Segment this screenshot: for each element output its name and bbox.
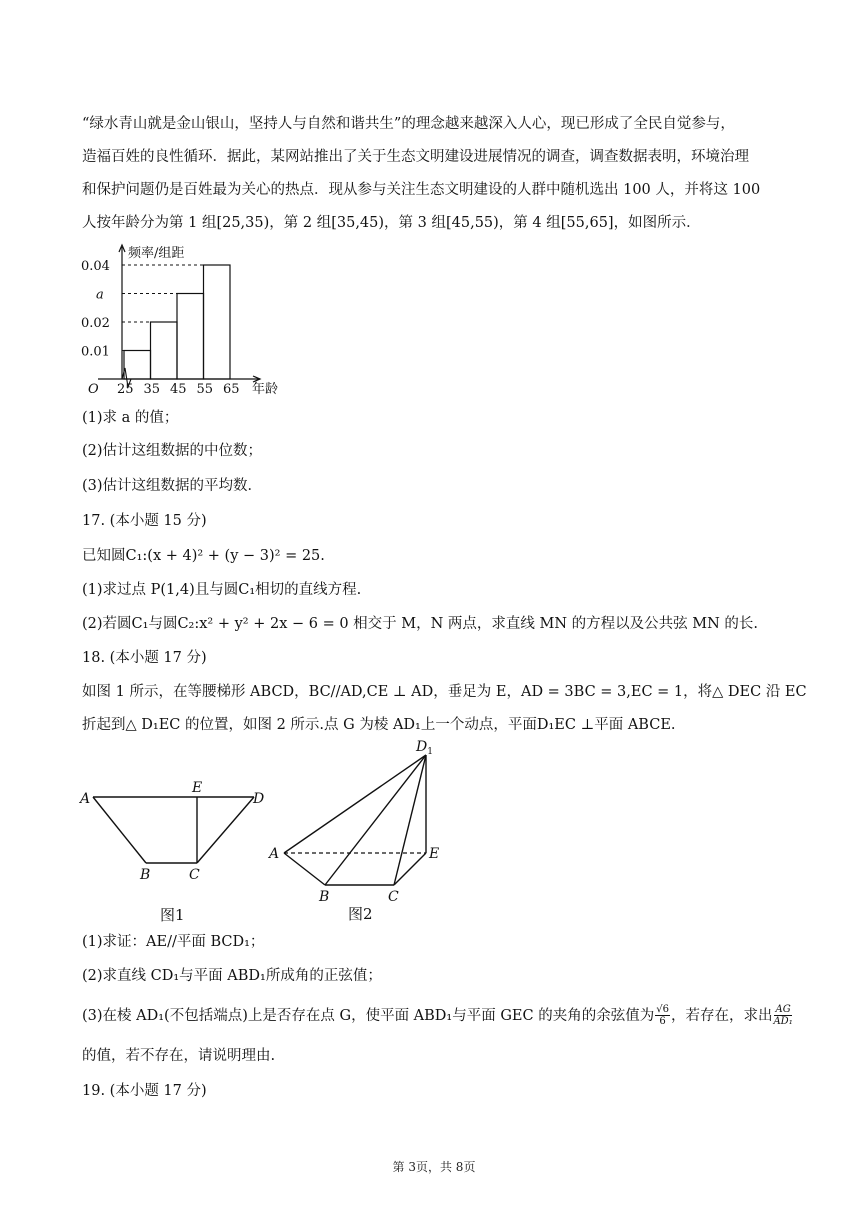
page-number: 第 3页，共 8页 <box>392 1160 476 1174</box>
figure-2-caption: 图2 <box>348 905 373 923</box>
x-axis-title: 年龄 <box>252 382 279 397</box>
q17-part-1: (1)求过点 P(1,4)且与圆C₁相切的直线方程. <box>82 582 362 598</box>
q17-part-2: (2)若圆C₁与圆C₂:x² + y² + 2x − 6 = 0 相交于 M，N 两点，求直线 MN 的方程以及公共弦 MN 的长. <box>82 616 759 632</box>
y-tick-label: a <box>96 287 104 303</box>
x-tick-label: 35 <box>143 382 161 397</box>
histogram-bar <box>124 351 151 380</box>
intro-line-3: 和保护问题仍是百姓最为关心的热点．现从参与关注生态文明建设的人群中随机选出 100 人，并将这 100 <box>82 182 761 198</box>
label-d1: $D_1$ <box>416 739 433 757</box>
histogram-bar <box>151 322 178 379</box>
label-c: C <box>189 867 200 883</box>
label-e: E <box>192 780 203 796</box>
label-c: C <box>388 889 399 905</box>
fraction-denominator: 6 <box>659 1016 666 1027</box>
origin-label: O <box>88 382 99 397</box>
q16-part-1: (1)求 a 的值； <box>82 410 179 426</box>
fraction-numerator: √6 <box>656 1004 669 1015</box>
edge-b-d1 <box>325 755 426 885</box>
x-tick-label: 65 <box>223 382 240 397</box>
q16-part-3: (3)估计这组数据的平均数． <box>82 478 263 494</box>
y-tick-label: 0.04 <box>81 259 110 274</box>
histogram-chart <box>78 243 298 403</box>
y-tick-label: 0.01 <box>81 344 110 360</box>
y-tick-label: 0.02 <box>81 316 110 331</box>
label-d: D <box>253 791 265 807</box>
y-axis-title: 频率/组距 <box>128 246 185 261</box>
figure-1-trapezoid <box>76 775 276 925</box>
fraction-numerator: AG <box>775 1004 791 1015</box>
label-a: A <box>269 846 280 862</box>
edge-cd <box>197 797 254 863</box>
q18-part-3-cont: 的值，若不存在，请说明理由. <box>82 1048 276 1064</box>
q18-header: 18. (本小题 17 分) <box>82 650 207 666</box>
q17-header: 17. (本小题 15 分) <box>82 513 207 529</box>
x-tick-label: 25 <box>117 382 134 397</box>
edge-ab <box>93 797 146 863</box>
q17-stem: 已知圆C₁:(x + 4)² + (y − 3)² = 25. <box>82 548 325 564</box>
edge-ce <box>394 853 426 885</box>
q16-part-2: (2)估计这组数据的中位数； <box>82 443 263 459</box>
q18-stem-1: 如图 1 所示，在等腰梯形 ABCD，BC//AD,CE ⊥ AD，垂足为 E，AD = 3BC = 3,EC = 1，将△ DEC 沿 EC <box>82 684 807 700</box>
q18-part-2: (2)求直线 CD₁与平面 ABD₁所成角的正弦值； <box>82 968 382 984</box>
q19-header: 19. (本小题 17 分) <box>82 1083 207 1099</box>
fraction-ag-over-ad1 <box>773 1004 792 1027</box>
q18-part-1: (1)求证：AE//平面 BCD₁； <box>82 934 265 950</box>
intro-line-4: 人按年龄分为第 1 组[25,35)，第 2 组[35,45)，第 3 组[45,55)，第 4 组[55,65]，如图所示． <box>82 215 701 231</box>
histogram-bar <box>204 265 231 379</box>
intro-line-2: 造福百姓的良性循环．据此，某网站推出了关于生态文明建设进展情况的调查，调查数据表明，环境治理 <box>82 149 749 165</box>
figure-1-caption: 图1 <box>160 906 185 924</box>
q18-stem-2: 折起到△ D₁EC 的位置，如图 2 所示.点 G 为棱 AD₁上一个动点，平面D₁EC ⊥平面 ABCE. <box>82 717 676 733</box>
label-a: A <box>80 791 91 807</box>
fraction-denominator: AD₁ <box>773 1016 793 1027</box>
figure-2-pyramid <box>264 737 464 927</box>
q18-part-3-text-a: (3)在棱 AD₁(不包括端点)上是否存在点 G，使平面 ABD₁与平面 GEC 的夹角的余弦值为 <box>82 1007 655 1024</box>
q18-part-3-text-b: ，若存在，求出 <box>670 1007 773 1024</box>
label-e: E <box>429 846 440 862</box>
label-b: B <box>319 889 330 905</box>
fraction-sqrt6-over-6 <box>655 1004 670 1027</box>
histogram-bar <box>177 294 204 380</box>
label-b: B <box>140 867 151 883</box>
intro-line-1: “绿水青山就是金山银山，坚持人与自然和谐共生”的理念越来越深入人心，现已形成了全民自觉参与， <box>82 116 735 132</box>
edge-ab <box>284 853 325 885</box>
q18-part-3 <box>82 1004 793 1027</box>
x-tick-label: 55 <box>196 382 214 397</box>
edge-a-d1 <box>284 755 426 853</box>
x-tick-label: 45 <box>170 382 187 397</box>
